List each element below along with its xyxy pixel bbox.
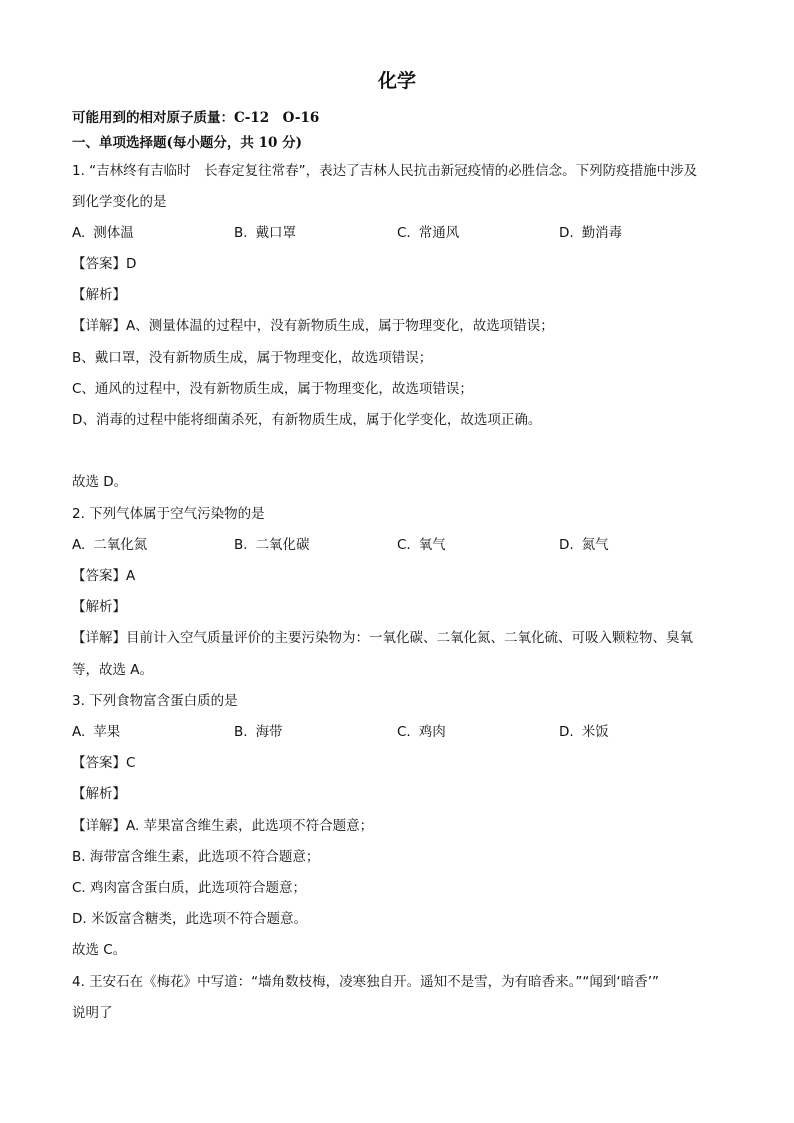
- question-1-stem-line-1: 1. “吉林终有吉临时 长春定复往常春”，表达了吉林人民抗击新冠疫情的必胜信念。下列防疫措施中涉及: [72, 163, 698, 179]
- question-1-option-c: C. 常通风: [397, 225, 460, 241]
- atomic-mass-line: 可能用到的相对原子质量：C-12 O-16: [72, 110, 320, 126]
- question-2-stem: 2. 下列气体属于空气污染物的是: [72, 506, 265, 522]
- question-1-analysis-label: 【解析】: [72, 287, 126, 303]
- question-3-answer: 【答案】C: [72, 755, 136, 771]
- question-2-analysis-label: 【解析】: [72, 599, 126, 615]
- question-2-answer: 【答案】A: [72, 568, 136, 584]
- question-3-option-d: D. 米饭: [559, 724, 609, 740]
- question-2-option-a: A. 二氧化氮: [72, 537, 148, 553]
- question-3-option-b: B. 海带: [234, 724, 283, 740]
- question-1-detail-line-4: D、消毒的过程中能将细菌杀死，有新物质生成，属于化学变化，故选项正确。: [72, 412, 542, 428]
- page-title: 化学: [377, 70, 416, 92]
- section-heading: 一、单项选择题(每小题分，共 10 分): [72, 135, 302, 151]
- question-3-detail-line-2: B. 海带富含维生素，此选项不符合题意；: [72, 849, 320, 865]
- question-2-detail-line-1: 【详解】目前计入空气质量评价的主要污染物为：一氧化碳、二氧化氮、二氧化硫、可吸入颗粒物、臭氧: [72, 630, 693, 646]
- question-4-stem-line-1: 4. 王安石在《梅花》中写道：“墙角数枝梅，凌寒独自开。遥知不是雪，为有暗香来。”“闻到‘暗香’”: [72, 974, 659, 990]
- question-3-detail-line-1: 【详解】A. 苹果富含维生素，此选项不符合题意；: [72, 818, 374, 834]
- question-1-detail-line-2: B、戴口罩，没有新物质生成，属于物理变化，故选项错误；: [72, 350, 433, 366]
- question-1-option-d: D. 勤消毒: [559, 225, 623, 241]
- question-4-stem-line-2: 说明了: [72, 1005, 113, 1021]
- question-1-detail-line-1: 【详解】A、测量体温的过程中，没有新物质生成，属于物理变化，故选项错误；: [72, 318, 554, 334]
- question-2-options: [72, 533, 722, 553]
- question-1-answer: 【答案】D: [72, 256, 137, 272]
- question-3-conclusion: 故选 C。: [72, 942, 127, 958]
- question-2-option-c: C. 氧气: [397, 537, 446, 553]
- question-2-option-d: D. 氮气: [559, 537, 609, 553]
- question-1-stem-line-2: 到化学变化的是: [72, 194, 167, 210]
- question-1-options: [72, 221, 722, 241]
- question-1-detail-line-3: C、通风的过程中，没有新物质生成，属于物理变化，故选项错误；: [72, 381, 473, 397]
- question-3-analysis-label: 【解析】: [72, 786, 126, 802]
- question-1-option-a: A. 测体温: [72, 225, 134, 241]
- question-2-option-b: B. 二氧化碳: [234, 537, 310, 553]
- question-3-detail-line-3: C. 鸡肉富含蛋白质，此选项符合题意；: [72, 880, 307, 896]
- question-3-option-a: A. 苹果: [72, 724, 121, 740]
- question-3-options: [72, 720, 722, 740]
- question-3-option-c: C. 鸡肉: [397, 724, 446, 740]
- question-3-detail-line-4: D. 米饭富含糖类，此选项不符合题意。: [72, 911, 307, 927]
- question-1-conclusion: 故选 D。: [72, 474, 128, 490]
- question-1-option-b: B. 戴口罩: [234, 225, 297, 241]
- question-3-stem: 3. 下列食物富含蛋白质的是: [72, 693, 238, 709]
- question-2-detail-line-2: 等，故选 A。: [72, 662, 154, 678]
